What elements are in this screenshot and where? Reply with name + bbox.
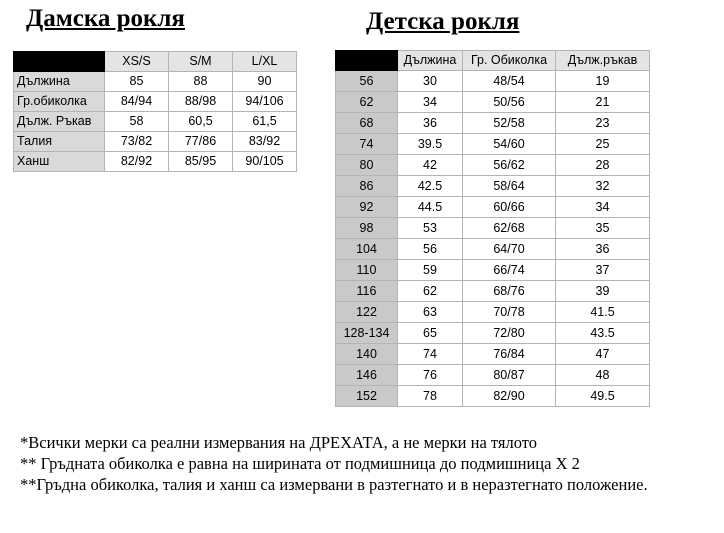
column-header: XS/S [105,52,169,72]
note-line: *Всички мерки са реални измервания на ДРЕХАТА, а не мерки на тялото [20,433,537,452]
table-cell: 21 [556,92,650,113]
table-row [14,132,297,152]
table-row [336,71,650,92]
table-cell: 66/74 [463,260,556,281]
table-row [14,112,297,132]
table-cell: 72/80 [463,323,556,344]
measurement-notes [20,432,710,495]
table-cell: 36 [398,113,463,134]
table-cell: 19 [556,71,650,92]
column-header: S/M [169,52,233,72]
table-cell: 84/94 [105,92,169,112]
table-cell: 43.5 [556,323,650,344]
table-cell: 39.5 [398,134,463,155]
table-cell: 44.5 [398,197,463,218]
table-row [14,92,297,112]
table-corner [14,52,105,72]
table-cell: 62 [398,281,463,302]
row-label: 56 [336,71,398,92]
row-label: Дълж. Ръкав [14,112,105,132]
row-label: Ханш [14,152,105,172]
table-row [336,302,650,323]
row-label: 104 [336,239,398,260]
table-cell: 65 [398,323,463,344]
table-row [336,260,650,281]
column-header: Гр. Обиколка [463,51,556,71]
women-dress-title: Дамска рокля [26,5,185,32]
kids-size-table [335,50,650,407]
row-label: 92 [336,197,398,218]
table-cell: 23 [556,113,650,134]
table-row [336,386,650,407]
women-size-table [13,51,297,172]
table-row [336,281,650,302]
table-cell: 74 [398,344,463,365]
table-cell: 76/84 [463,344,556,365]
row-label: 98 [336,218,398,239]
table-cell: 85 [105,72,169,92]
row-label: 152 [336,386,398,407]
table-cell: 50/56 [463,92,556,113]
row-label: 140 [336,344,398,365]
column-header: Дължина [398,51,463,71]
row-label: 122 [336,302,398,323]
table-row [336,239,650,260]
table-cell: 30 [398,71,463,92]
table-cell: 63 [398,302,463,323]
table-row [336,323,650,344]
table-row [14,72,297,92]
column-header: L/XL [233,52,297,72]
table-row [336,92,650,113]
table-cell: 70/78 [463,302,556,323]
table-cell: 56 [398,239,463,260]
table-cell: 34 [398,92,463,113]
table-cell: 80/87 [463,365,556,386]
table-cell: 58 [105,112,169,132]
column-header: Дълж.ръкав [556,51,650,71]
table-cell: 59 [398,260,463,281]
table-cell: 32 [556,176,650,197]
table-cell: 48 [556,365,650,386]
table-row [336,218,650,239]
row-label: 62 [336,92,398,113]
table-cell: 85/95 [169,152,233,172]
row-label: Гр.обиколка [14,92,105,112]
table-header-row [14,52,297,72]
table-cell: 94/106 [233,92,297,112]
table-corner [336,51,398,71]
table-row [336,197,650,218]
row-label: 110 [336,260,398,281]
table-cell: 58/64 [463,176,556,197]
table-cell: 42.5 [398,176,463,197]
table-cell: 73/82 [105,132,169,152]
table-cell: 37 [556,260,650,281]
table-row [336,113,650,134]
note-line: ** Гръдната обиколка е равна на ширината от подмишница до подмишница Х 2 [20,454,580,473]
row-label: 86 [336,176,398,197]
row-label: Талия [14,132,105,152]
table-row [336,134,650,155]
row-label: 68 [336,113,398,134]
table-cell: 54/60 [463,134,556,155]
table-cell: 25 [556,134,650,155]
table-cell: 77/86 [169,132,233,152]
table-cell: 53 [398,218,463,239]
table-row [336,176,650,197]
table-cell: 60/66 [463,197,556,218]
table-cell: 82/92 [105,152,169,172]
table-header-row [336,51,650,71]
table-cell: 78 [398,386,463,407]
table-cell: 36 [556,239,650,260]
table-cell: 41.5 [556,302,650,323]
table-row [336,344,650,365]
table-cell: 34 [556,197,650,218]
table-cell: 64/70 [463,239,556,260]
table-cell: 48/54 [463,71,556,92]
table-row [336,365,650,386]
table-cell: 49.5 [556,386,650,407]
table-cell: 60,5 [169,112,233,132]
row-label: 128-134 [336,323,398,344]
table-cell: 68/76 [463,281,556,302]
row-label: 116 [336,281,398,302]
table-cell: 39 [556,281,650,302]
table-cell: 83/92 [233,132,297,152]
table-cell: 62/68 [463,218,556,239]
table-cell: 76 [398,365,463,386]
table-cell: 47 [556,344,650,365]
table-cell: 90/105 [233,152,297,172]
table-cell: 35 [556,218,650,239]
table-cell: 88 [169,72,233,92]
table-cell: 90 [233,72,297,92]
row-label: 80 [336,155,398,176]
row-label: 146 [336,365,398,386]
note-line: **Гръдна обиколка, талия и ханш са измервани в разтегнато и в неразтегнато положение. [20,475,648,494]
kids-dress-title: Детска рокля [366,8,520,35]
table-cell: 56/62 [463,155,556,176]
row-label: Дължина [14,72,105,92]
table-row [336,155,650,176]
table-cell: 52/58 [463,113,556,134]
table-cell: 28 [556,155,650,176]
table-cell: 61,5 [233,112,297,132]
row-label: 74 [336,134,398,155]
table-cell: 82/90 [463,386,556,407]
table-cell: 88/98 [169,92,233,112]
table-cell: 42 [398,155,463,176]
table-row [14,152,297,172]
